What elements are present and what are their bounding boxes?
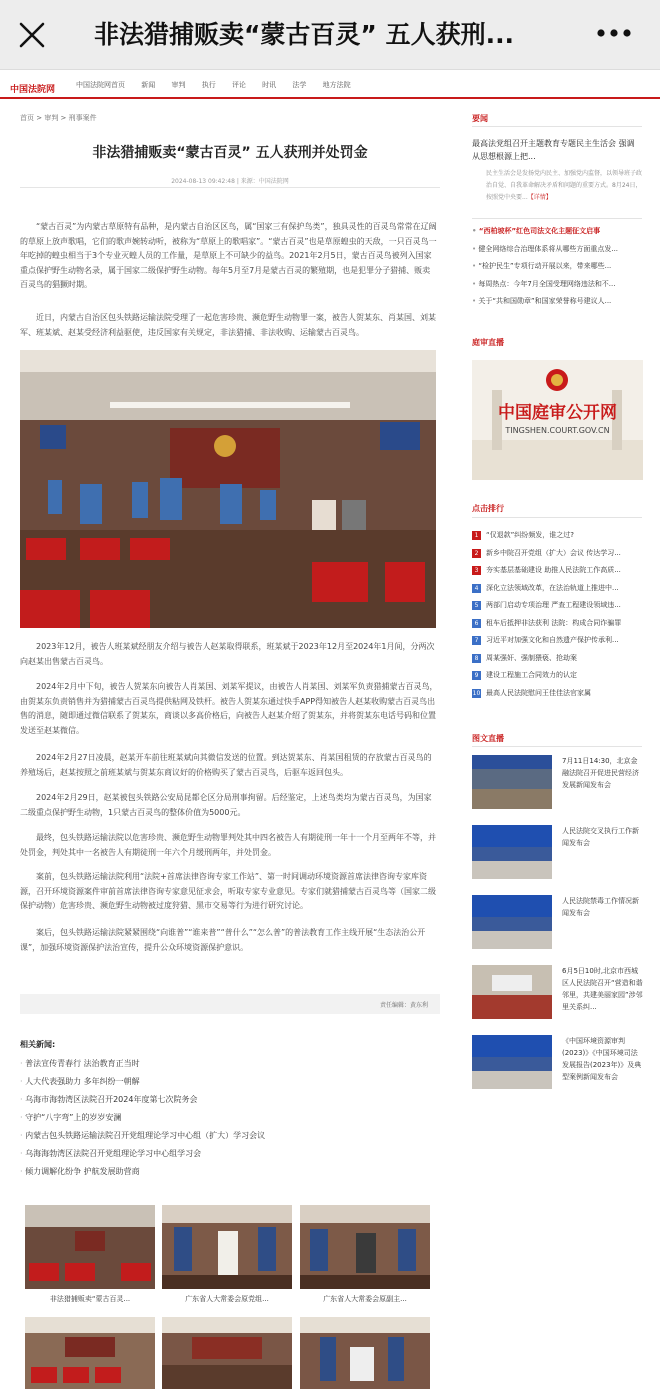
news-item[interactable]: • 关于“共和国勋章”和国家荣誉称号建议人... [472, 296, 644, 314]
photo-news-item[interactable] [472, 755, 644, 811]
rank-list [472, 530, 644, 705]
rank-number: 9 [472, 671, 481, 680]
thumb-card[interactable] [300, 1317, 430, 1389]
rank-item[interactable] [472, 670, 644, 688]
court-live-title: 中国庭审公开网 [498, 403, 617, 423]
thumb-card[interactable] [300, 1205, 430, 1304]
thumb-card[interactable] [25, 1205, 155, 1304]
nav-current[interactable]: 时讯 [262, 81, 277, 89]
court-live-banner[interactable] [472, 360, 643, 480]
rank-number: 2 [472, 549, 481, 558]
detail-link[interactable]: 【详情】 [527, 194, 552, 201]
nav-local[interactable]: 地方法院 [322, 81, 351, 89]
photo-news-text: 7月11日14:30，北京金融法院召开促进民营经济发展新闻发布会 [562, 757, 639, 789]
rank-item[interactable] [472, 548, 644, 566]
photo-news-item[interactable] [472, 965, 644, 1025]
article-paragraph: 2023年12月，被告人班某斌经朋友介绍与被告人赵某取得联系，班某斌于2023年12月至2024年1月间，分两次向赵某出售蒙古百灵鸟。 [20, 642, 435, 666]
rank-text: 最高人民法院慰问王佳佳法官家属 [486, 688, 591, 697]
rank-item[interactable] [472, 583, 644, 601]
rank-number: 8 [472, 654, 481, 663]
article-paragraph: 2024年2月27日凌晨，赵某开车前往班某斌向其微信发送的位置。到达贺某东、肖某国租赁的存放蒙古百灵鸟的养殖场后，赵某按照之前班某斌与贺某东商议好的价格购买了蒙古百灵鸟，后驱车返回包头。 [20, 753, 432, 777]
news-item[interactable]: • “西柏坡杯”红色司法文化主题征文启事 [472, 226, 644, 244]
rank-number: 7 [472, 636, 481, 645]
court-live-url: TINGSHEN.COURT.GOV.CN [505, 426, 610, 435]
photo-news-image [472, 895, 552, 949]
related-item[interactable]: · 人大代表强助力 多年纠纷一朝解 [20, 1076, 265, 1094]
rank-number: 3 [472, 566, 481, 575]
nav-news[interactable]: 新闻 [141, 81, 156, 89]
article-paragraph: 最终，包头铁路运输法院以危害珍贵、濒危野生动物罪判处其中四名被告人有期徒刑一年十一个月至两年不等，并处罚金，判处其中一名被告人有期徒刑一年六个月缓刑两年，并处罚金。 [20, 833, 436, 857]
article-paragraph: 案前，包头铁路运输法院利用“法院+首席法律咨询专家工作站”、第一时间调动环境资源首席法律咨询专家库资源，召开环境资源案件审前首席法律咨询专家意见征求会，听取专家专业意见。专家们就猎捕蒙古百灵鸟等（国家二级保护动物）危害珍贵、濒危野生动物被过度狩猎、黑市交易等行为进行研究讨论。 [20, 872, 436, 910]
news-item[interactable]: • 每周热点：今年7月全国受理网络违法和不... [472, 279, 644, 297]
photo-news-image [472, 755, 552, 809]
rank-text: 建设工程施工合同效力的认定 [486, 671, 577, 679]
divider [472, 517, 642, 518]
related-item[interactable]: · 倾力调解化纷争 护航发展助营商 [20, 1166, 265, 1184]
related-heading: 相关新闻: [20, 1040, 56, 1049]
rank-text: 租车后抵押非法获利 法院：构成合同诈骗罪 [486, 618, 622, 627]
nav-home[interactable]: 中国法院网首页 [76, 81, 125, 89]
thumb-image [25, 1317, 155, 1389]
courtroom-photo [20, 350, 436, 628]
rank-item[interactable] [472, 565, 644, 583]
headline-desc [486, 168, 642, 204]
article-paragraph: 2024年2月中下旬，被告人贺某东向被告人肖某国、刘某军提议，由被告人肖某国、刘某军负责猎捕蒙古百灵鸟，由贺某东负责销售并为猎捕蒙古百灵鸟提供粘网及铁杆。被告人贺某东通过快手APP得知被告人赵某收购蒙古百灵鸟出售的消息，随即通过微信联系了贺某东，商谈以多高价格后，向被告人赵某介绍了贺某东，并将贺某东电话号码和位置发送至赵某微信。 [20, 682, 438, 735]
photo-news-image [472, 965, 552, 1019]
rank-item[interactable] [472, 653, 644, 671]
rank-number: 10 [472, 689, 481, 697]
photo-news-item[interactable] [472, 1035, 644, 1091]
editor-name: 责任编辑：黄东利 [379, 1002, 428, 1009]
nav-comment[interactable]: 评论 [231, 81, 246, 89]
rank-text: 深化立法领域改革，在法治轨道上推进中... [486, 583, 619, 592]
related-item[interactable]: · 内蒙古包头铁路运输法院召开党组理论学习中心组（扩大）学习会议 [20, 1130, 265, 1148]
site-logo[interactable] [10, 77, 58, 95]
photo-news-text: 人民法院禁毒工作情况新闻发布会 [562, 897, 639, 917]
close-icon[interactable] [18, 21, 46, 49]
rank-text: 习近平对加强文化和自然遗产保护传承利... [486, 636, 619, 644]
related-item[interactable]: · 乌海海勃湾区法院召开党组理论学习中心组学习会 [20, 1148, 265, 1166]
article-paragraph: 案后，包头铁路运输法院紧紧围绕“向谁普”“谁来普”“普什么”“怎么普”的普法教育工作主线开展“生态法治公开课”，加强环境资源保护法治宣传，提升公众环境资源保护意识。 [20, 928, 426, 952]
nav-trial[interactable]: 审判 [171, 81, 186, 89]
thumb-image [25, 1205, 155, 1289]
photo-news-text: 人民法院交叉执行工作新闻发布会 [562, 827, 639, 847]
rank-item[interactable] [472, 600, 644, 618]
rank-text: 新乡中院召开党组（扩大）会议 传达学习... [486, 548, 621, 557]
related-item[interactable]: · 普法宣传青春行 法治教育正当时 [20, 1058, 265, 1076]
rank-number: 5 [472, 601, 481, 610]
related-item[interactable]: · 乌海市海勃湾区法院召开2024年度第七次院务会 [20, 1094, 265, 1112]
rank-text: “仅退款”纠纷频发，谁之过? [486, 531, 574, 539]
photo-news-text: 6月5日10时,北京市西城区人民法院召开“营造和谐邻里，共建美丽家园”涉邻里关系纠... [562, 967, 643, 1011]
more-dots-icon[interactable] [596, 28, 632, 38]
article-paragraph: “蒙古百灵”为内蒙古草原特有品种，是内蒙古自治区区鸟，属“国家三有保护鸟类”，独具灵性的百灵鸟常常在辽阔的草原上放声歌唱，它们的歌声婉转动听，被称为“草原上的歌唱家”。“蒙古百灵”也是草原蝗虫的天敌，一只百灵鸟一年吃掉的蝗虫相当于3个专业灭蝗人员的工作量，是草原上不可缺少的益鸟。2021年2月5日，蒙古百灵鸟被列入国家重点保护野生动物名录，属于国家二级保护野生动物。每年5月至7月是蒙古百灵的繁殖期，也是犯罪分子猎捕、贩卖百灵鸟的猖獗时期。 [20, 222, 437, 289]
photo-news-image [472, 825, 552, 879]
thumb-image [162, 1317, 292, 1389]
site-nav-bar [0, 71, 660, 99]
related-list [20, 1058, 265, 1184]
article-meta: 2024-08-13 09:42:48 | 来源：中国法院网 [171, 178, 289, 185]
main-nav [76, 80, 365, 90]
thumb-image [300, 1317, 430, 1389]
sidebar-news-list [472, 226, 644, 314]
logo-text: 中国法院网 [10, 85, 56, 95]
rank-item[interactable] [472, 618, 644, 636]
photo-news-item[interactable] [472, 895, 644, 951]
rank-number: 4 [472, 584, 481, 593]
rank-heading: 点击排行 [472, 504, 504, 513]
thumb-caption: 广东省人大常委会原党组... [185, 1295, 269, 1303]
editor-bar [20, 994, 440, 1014]
nav-enforce[interactable]: 执行 [201, 81, 216, 89]
headline-title[interactable]: 最高法党组召开主题教育专题民主生活会 强调 从思想根源上把... [472, 139, 635, 161]
rank-text: 周某强奸、强制猥亵、抢劫案 [486, 653, 577, 662]
article-title: 非法猎捕贩卖“蒙古百灵” 五人获刑并处罚金 [92, 145, 368, 161]
rank-number: 6 [472, 619, 481, 628]
photo-news-item[interactable] [472, 825, 644, 881]
nav-law[interactable]: 法学 [292, 81, 307, 89]
important-heading: 要闻 [472, 114, 488, 123]
thumb-caption: 非法猎捕贩卖“蒙古百灵... [49, 1295, 131, 1303]
rank-number: 1 [472, 531, 481, 540]
rank-item[interactable] [472, 530, 644, 548]
thumb-image [162, 1205, 292, 1289]
court-live-heading: 庭审直播 [472, 338, 504, 347]
breadcrumb[interactable]: 首页 > 审判 > 刑事案件 [20, 114, 97, 122]
rank-text: 夯实基层基础建设 助推人民法院工作高质... [486, 566, 621, 574]
related-item[interactable]: · 守护“八字弯”上的岁岁安澜 [20, 1112, 265, 1130]
thumb-card[interactable] [162, 1205, 292, 1304]
headline-desc-text: 民主生活会是发扬党内民主、加强党内监督，以领导班子政治自觉、自我革命解决矛盾和问题的重要方式。8月24日，按照党中央要... [486, 170, 643, 201]
top-bar [0, 0, 660, 70]
rank-item[interactable] [472, 635, 644, 653]
photo-news-image [472, 1035, 552, 1089]
rank-text: 两部门启动专项治理 严查工程建设领域违... [486, 601, 621, 609]
thumb-card[interactable] [162, 1317, 292, 1389]
thumb-caption: 广东省人大常委会原副主... [323, 1295, 407, 1303]
thumb-card[interactable] [25, 1317, 155, 1389]
page-title: 非法猎捕贩卖“蒙古百灵” 五人获刑... [94, 20, 515, 49]
photo-news-heading: 图文直播 [472, 734, 504, 743]
rank-item[interactable] [472, 688, 644, 706]
divider [472, 218, 642, 219]
divider [472, 746, 642, 747]
photo-news-text: 《中国环境资源审判(2023)》《中国环境司法发展报告(2023年)》及典型案例新闻发布会 [562, 1037, 642, 1081]
news-item[interactable]: • 健全网络综合治理体系将从哪些方面重点发... [472, 244, 644, 262]
divider [472, 126, 642, 127]
article-paragraph: 近日，内蒙古自治区包头铁路运输法院受理了一起危害珍贵、濒危野生动物罪一案，被告人贺某东、肖某国、刘某军、班某斌、赵某受经济利益驱使，违反国家有关规定，非法猎捕、非法收购、运输蒙古百灵鸟。 [20, 313, 436, 337]
thumb-image [300, 1205, 430, 1289]
divider [20, 187, 440, 188]
news-item[interactable]: • “检护民生”专项行动开展以来，带来哪些... [472, 261, 644, 279]
article-paragraph: 2024年2月29日，赵某被包头铁路公安局昆都仑区分局刑事拘留。后经鉴定，上述鸟类均为蒙古百灵鸟，为国家二级重点保护野生动物，1只蒙古百灵鸟的整体价值为5000元。 [20, 793, 432, 817]
